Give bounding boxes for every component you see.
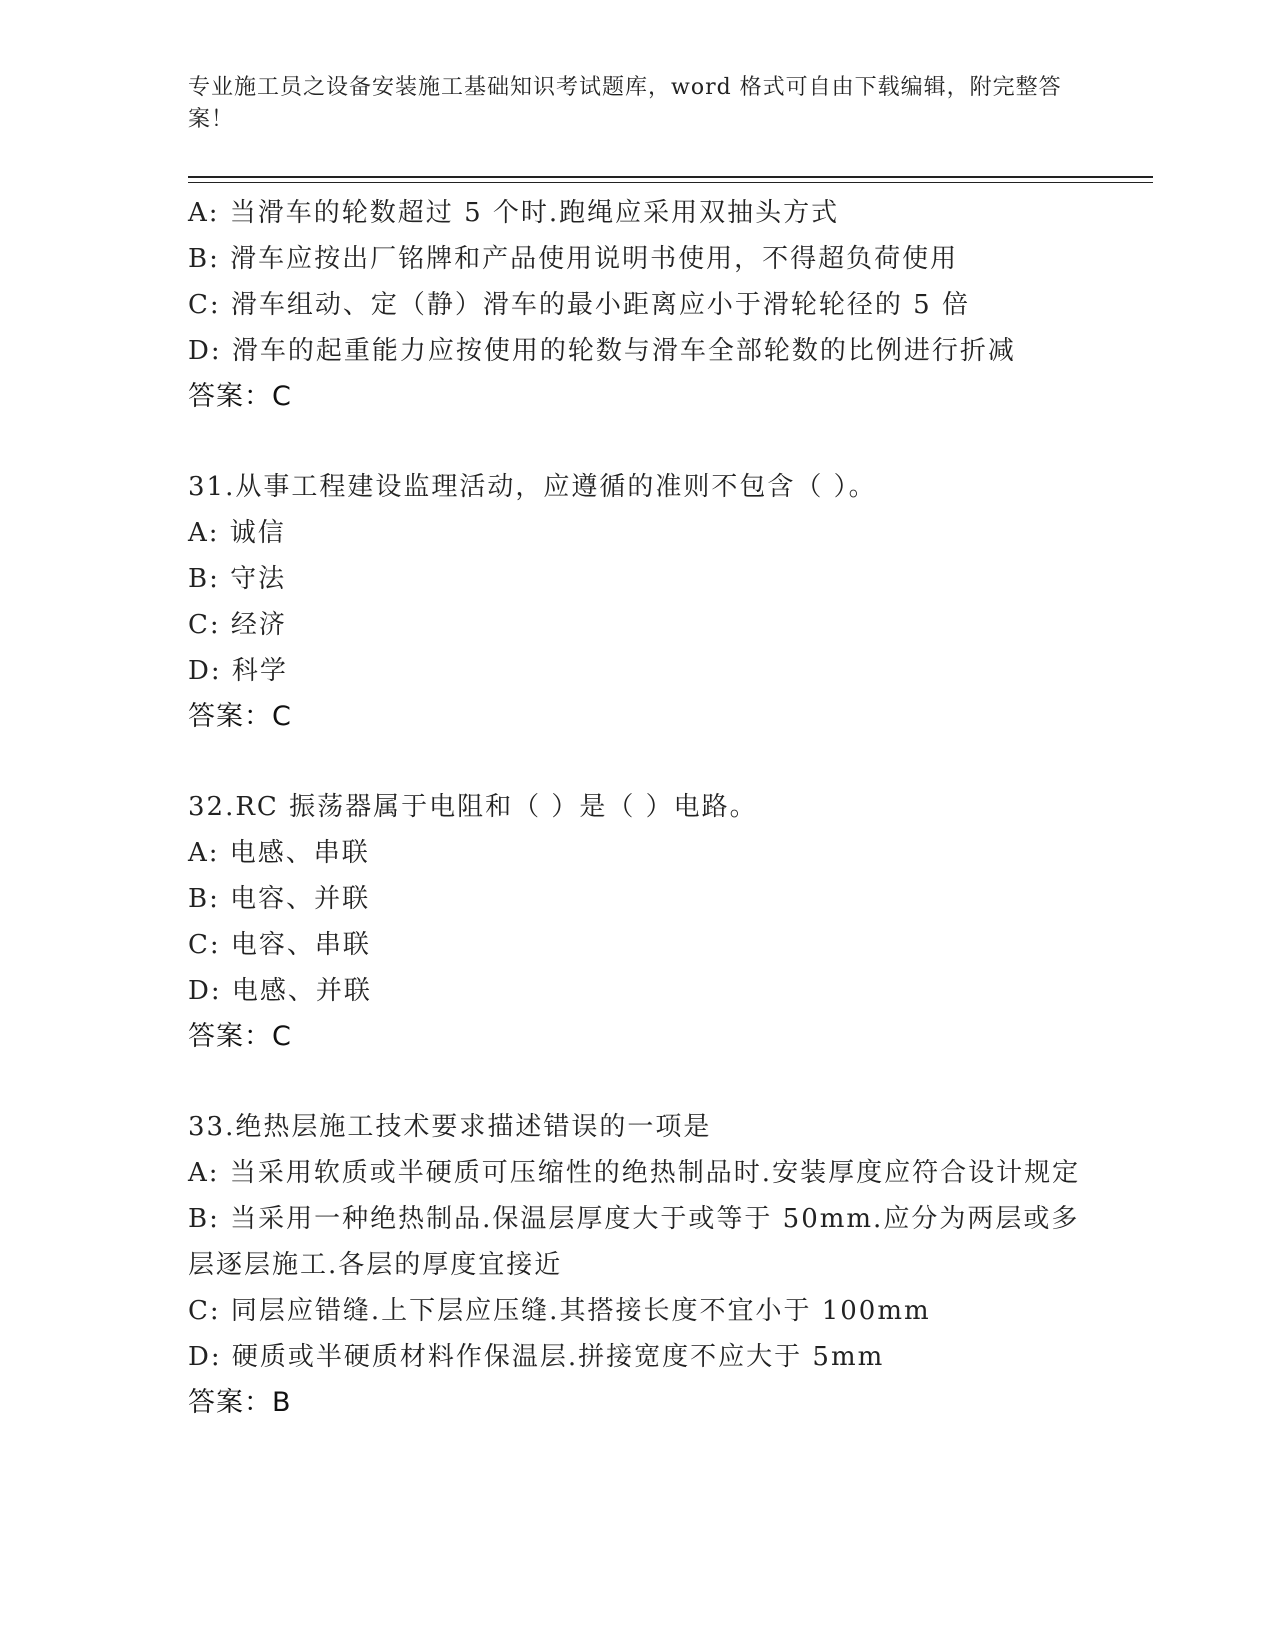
option-b: B: 当采用一种绝热制品.保温层厚度大于或等于 50mm.应分为两层或多层逐层施工.各层的厚度宜接近 — [188, 1204, 1080, 1280]
option-d: D: 电感、并联 — [188, 976, 372, 1006]
question-block-31 — [188, 464, 1088, 740]
option-b: B: 滑车应按出厂铭牌和产品使用说明书使用，不得超负荷使用 — [188, 244, 959, 274]
question-text: 31.从事工程建设监理活动，应遵循的准则不包含（ ）。 — [188, 472, 877, 502]
option-b: B: 守法 — [188, 564, 287, 594]
option-d: D: 滑车的起重能力应按使用的轮数与滑车全部轮数的比例进行折减 — [188, 336, 1016, 366]
answer-label: 答案：B — [188, 1387, 292, 1418]
option-a: A: 当采用软质或半硬质可压缩性的绝热制品时.安装厚度应符合设计规定 — [188, 1158, 1081, 1188]
option-b: B: 电容、并联 — [188, 884, 371, 914]
header-divider-thin — [188, 182, 1153, 183]
answer-label: 答案：C — [188, 1021, 292, 1052]
document-header-title: 专业施工员之设备安装施工基础知识考试题库，word 格式可自由下载编辑，附完整答案！ — [188, 75, 1062, 132]
question-block-32 — [188, 784, 1088, 1060]
spacer — [188, 420, 1088, 464]
question-block-33 — [188, 1104, 1088, 1426]
option-c: C: 同层应错缝.上下层应压缝.其搭接长度不宜小于 100mm — [188, 1296, 931, 1326]
answer-label: 答案：C — [188, 701, 292, 732]
answer-label: 答案：C — [188, 381, 292, 412]
question-block-30 — [188, 190, 1088, 420]
question-text: 33.绝热层施工技术要求描述错误的一项是 — [188, 1112, 712, 1142]
option-a: A: 电感、串联 — [188, 838, 370, 868]
option-c: C: 电容、串联 — [188, 930, 371, 960]
header-divider-thick — [188, 176, 1153, 178]
option-a: A: 诚信 — [188, 518, 286, 548]
option-d: D: 科学 — [188, 656, 288, 686]
option-c: C: 滑车组动、定（静）滑车的最小距离应小于滑轮轮径的 5 倍 — [188, 290, 970, 320]
option-a: A: 当滑车的轮数超过 5 个时.跑绳应采用双抽头方式 — [188, 198, 840, 228]
option-d: D: 硬质或半硬质材料作保温层.拼接宽度不应大于 5mm — [188, 1342, 885, 1372]
question-list — [188, 190, 1088, 1426]
spacer — [188, 1060, 1088, 1104]
question-text: 32.RC 振荡器属于电阻和（ ）是（ ）电路。 — [188, 792, 758, 822]
spacer — [188, 740, 1088, 784]
option-c: C: 经济 — [188, 610, 287, 640]
